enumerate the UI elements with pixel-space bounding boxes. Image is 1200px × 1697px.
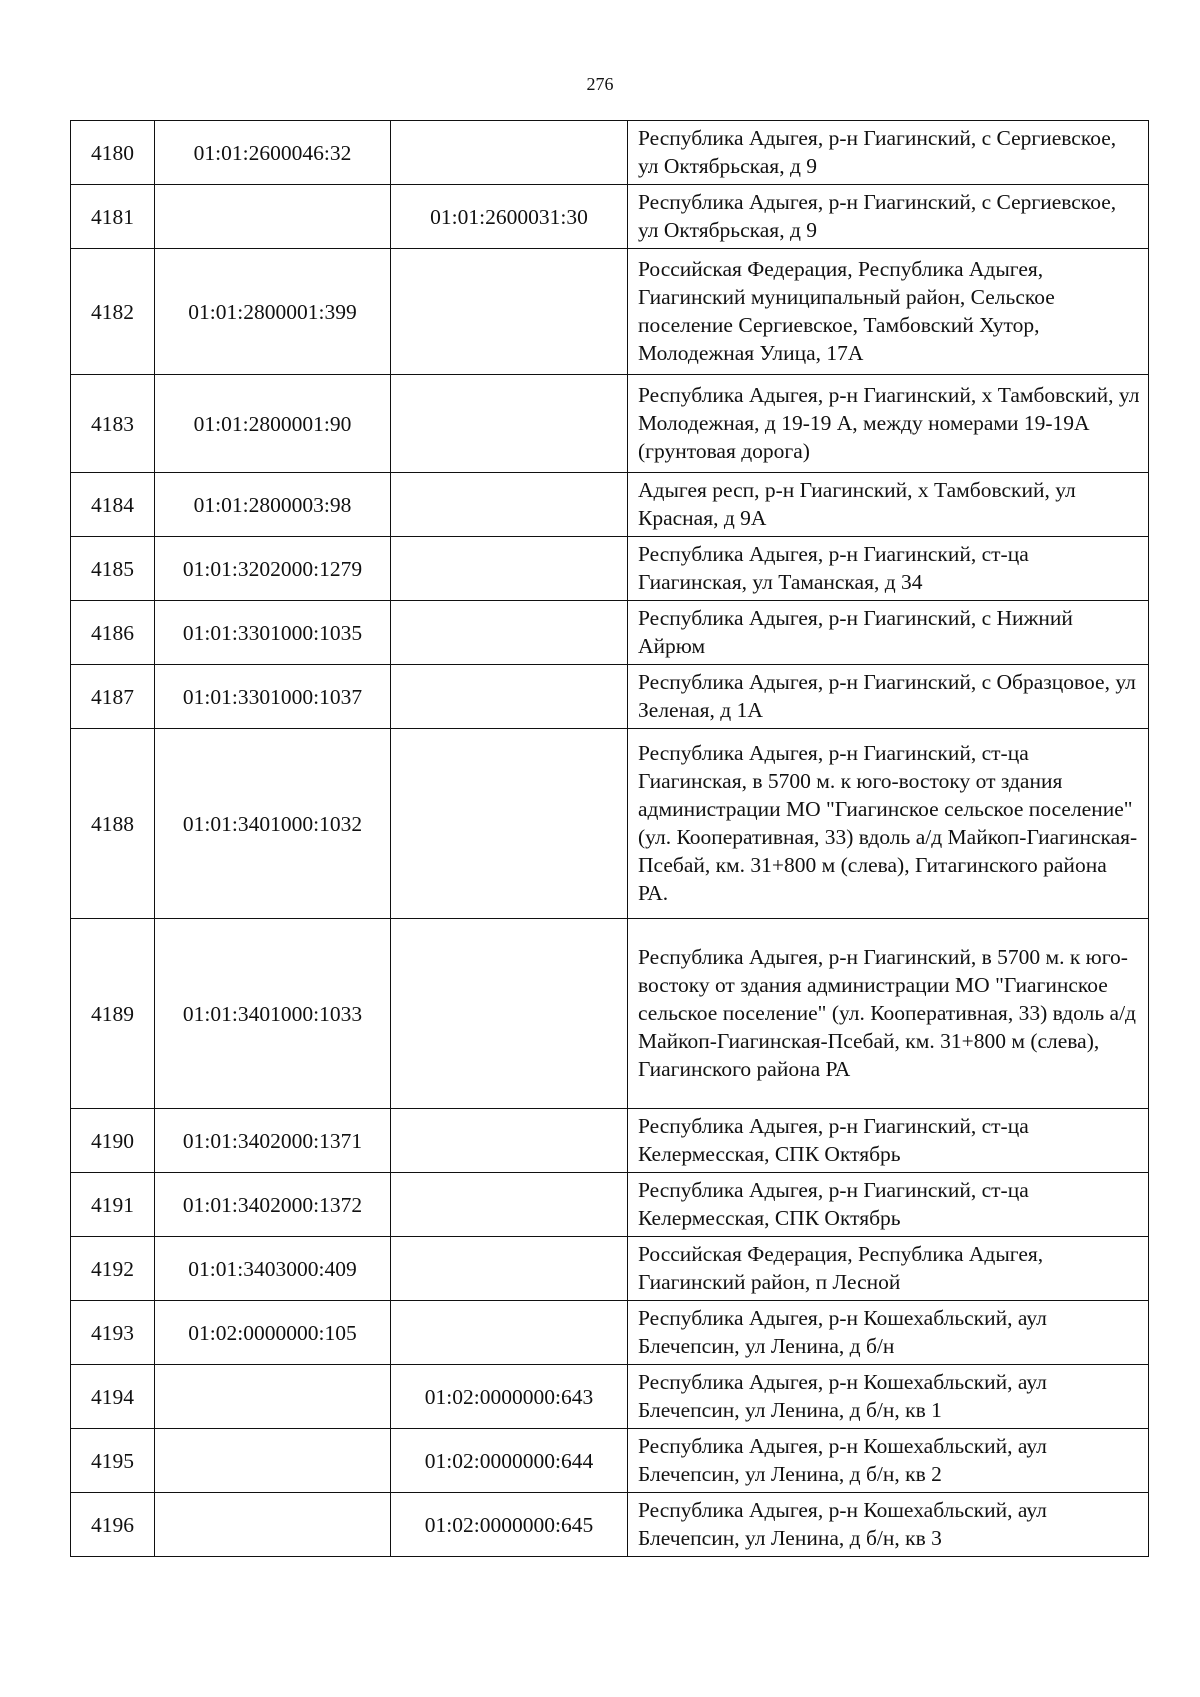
row-number: 4195 [71,1429,155,1493]
cadastral-number [155,1365,391,1429]
cadastral-number: 01:01:2800003:98 [155,473,391,537]
row-number: 4188 [71,729,155,919]
cadastral-number: 01:01:2600046:32 [155,121,391,185]
sub-cadastral-number: 01:01:2600031:30 [391,185,628,249]
address: Республика Адыгея, р-н Кошехабльский, аул Блечепсин, ул Ленина, д б/н, кв 2 [628,1429,1149,1493]
cadastral-number [155,1429,391,1493]
sub-cadastral-number: 01:02:0000000:643 [391,1365,628,1429]
sub-cadastral-number [391,473,628,537]
cadastral-number [155,185,391,249]
table-row [71,919,1149,1109]
row-number: 4187 [71,665,155,729]
cadastral-number: 01:01:3301000:1037 [155,665,391,729]
registry-table [70,120,1149,1557]
table-row [71,249,1149,375]
address: Российская Федерация, Республика Адыгея, Гиагинский район, п Лесной [628,1237,1149,1301]
cadastral-number: 01:01:3202000:1279 [155,537,391,601]
cadastral-number: 01:01:3401000:1033 [155,919,391,1109]
address: Республика Адыгея, р-н Гиагинский, х Тамбовский, ул Молодежная, д 19-19 А, между номерами 19-19А (грунтовая дорога) [628,375,1149,473]
sub-cadastral-number [391,1109,628,1173]
table-row [71,1237,1149,1301]
row-number: 4193 [71,1301,155,1365]
row-number: 4190 [71,1109,155,1173]
address: Республика Адыгея, р-н Кошехабльский, аул Блечепсин, ул Ленина, д б/н [628,1301,1149,1365]
row-number: 4189 [71,919,155,1109]
sub-cadastral-number [391,537,628,601]
row-number: 4185 [71,537,155,601]
table-row [71,601,1149,665]
cadastral-number: 01:01:2800001:90 [155,375,391,473]
table-row [71,665,1149,729]
address: Республика Адыгея, р-н Гиагинский, с Образцовое, ул Зеленая, д 1А [628,665,1149,729]
address: Республика Адыгея, р-н Гиагинский, с Нижний Айрюм [628,601,1149,665]
address: Республика Адыгея, р-н Кошехабльский, аул Блечепсин, ул Ленина, д б/н, кв 3 [628,1493,1149,1557]
row-number: 4183 [71,375,155,473]
table-row [71,121,1149,185]
row-number: 4182 [71,249,155,375]
address: Республика Адыгея, р-н Гиагинский, ст-ца Келермесская, СПК Октябрь [628,1173,1149,1237]
table-row [71,537,1149,601]
sub-cadastral-number [391,665,628,729]
row-number: 4192 [71,1237,155,1301]
address: Адыгея респ, р-н Гиагинский, х Тамбовский, ул Красная, д 9А [628,473,1149,537]
page-number: 276 [586,74,614,94]
cadastral-number: 01:01:3402000:1372 [155,1173,391,1237]
table-row [71,1493,1149,1557]
sub-cadastral-number [391,249,628,375]
address: Республика Адыгея, р-н Гиагинский, в 5700 м. к юго-востоку от здания администрации МО "Гиагинское сельское поселение" (ул. Кооперативная, 33) вдоль а/д Майкоп-Гиагинская-Псебай, км. 31+800 м (слева), Гиагинского района РА [628,919,1149,1109]
sub-cadastral-number [391,729,628,919]
address: Республика Адыгея, р-н Гиагинский, ст-ца Гиагинская, в 5700 м. к юго-востоку от здания администрации МО "Гиагинское сельское поселение" (ул. Кооперативная, 33) вдоль а/д Майкоп-Гиагинская-Псебай, км. 31+800 м (слева), Гитагинского района РА. [628,729,1149,919]
sub-cadastral-number [391,601,628,665]
address: Республика Адыгея, р-н Гиагинский, с Сергиевское, ул Октябрьская, д 9 [628,185,1149,249]
sub-cadastral-number [391,121,628,185]
row-number: 4194 [71,1365,155,1429]
cadastral-number: 01:01:3403000:409 [155,1237,391,1301]
sub-cadastral-number [391,1237,628,1301]
table-row [71,185,1149,249]
cadastral-number: 01:01:3402000:1371 [155,1109,391,1173]
sub-cadastral-number: 01:02:0000000:644 [391,1429,628,1493]
address: Республика Адыгея, р-н Гиагинский, ст-ца Гиагинская, ул Таманская, д 34 [628,537,1149,601]
row-number: 4180 [71,121,155,185]
sub-cadastral-number [391,1301,628,1365]
cadastral-number: 01:01:3301000:1035 [155,601,391,665]
cadastral-number: 01:01:2800001:399 [155,249,391,375]
table-row [71,1173,1149,1237]
table-row [71,473,1149,537]
sub-cadastral-number: 01:02:0000000:645 [391,1493,628,1557]
table-row [71,729,1149,919]
sub-cadastral-number [391,375,628,473]
cadastral-number: 01:01:3401000:1032 [155,729,391,919]
row-number: 4186 [71,601,155,665]
table-row [71,1429,1149,1493]
table-row [71,375,1149,473]
table-row [71,1301,1149,1365]
address: Российская Федерация, Республика Адыгея, Гиагинский муниципальный район, Сельское поселение Сергиевское, Тамбовский Хутор, Молодежная Улица, 17А [628,249,1149,375]
cadastral-number: 01:02:0000000:105 [155,1301,391,1365]
row-number: 4196 [71,1493,155,1557]
sub-cadastral-number [391,919,628,1109]
row-number: 4181 [71,185,155,249]
sub-cadastral-number [391,1173,628,1237]
table-row [71,1109,1149,1173]
row-number: 4184 [71,473,155,537]
address: Республика Адыгея, р-н Гиагинский, ст-ца Келермесская, СПК Октябрь [628,1109,1149,1173]
address: Республика Адыгея, р-н Кошехабльский, аул Блечепсин, ул Ленина, д б/н, кв 1 [628,1365,1149,1429]
table-row [71,1365,1149,1429]
cadastral-number [155,1493,391,1557]
address: Республика Адыгея, р-н Гиагинский, с Сергиевское, ул Октябрьская, д 9 [628,121,1149,185]
row-number: 4191 [71,1173,155,1237]
